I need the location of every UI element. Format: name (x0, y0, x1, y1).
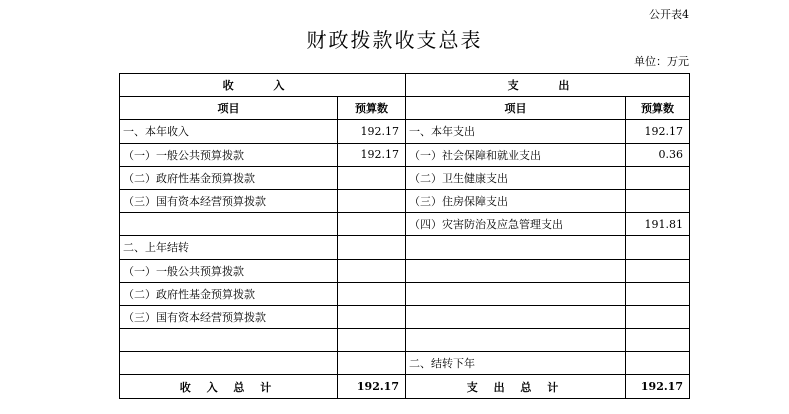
form-number: 公开表4 (649, 8, 689, 21)
income-item-cell: （二）政府性基金预算拨款 (120, 166, 338, 189)
expense-budget-header: 预算数 (626, 97, 690, 120)
income-item-cell (120, 352, 338, 375)
table-row (120, 120, 690, 143)
table-row (120, 282, 690, 305)
table-row (120, 166, 690, 189)
income-item-cell (120, 213, 338, 236)
expense-value-cell (626, 236, 690, 259)
expense-item-cell: （一）社会保障和就业支出 (406, 143, 626, 166)
expense-value-cell: 191.81 (626, 213, 690, 236)
income-value-cell (338, 352, 406, 375)
group-header-row (120, 74, 690, 97)
page-title: 财政拨款收支总表 (306, 28, 483, 52)
income-value-cell (338, 166, 406, 189)
table-row (120, 259, 690, 282)
income-value-cell (338, 282, 406, 305)
table-row (120, 189, 690, 212)
table-row (120, 236, 690, 259)
expense-value-cell: 192.17 (626, 120, 690, 143)
table-row (120, 305, 690, 328)
income-value-cell: 192.17 (338, 143, 406, 166)
income-item-cell: （二）政府性基金预算拨款 (120, 282, 338, 305)
income-value-cell: 192.17 (338, 120, 406, 143)
unit-label: 单位：万元 (634, 55, 689, 68)
income-value-cell (338, 305, 406, 328)
expense-value-cell (626, 166, 690, 189)
income-item-cell: （一）一般公共预算拨款 (120, 143, 338, 166)
income-value-cell (338, 213, 406, 236)
expense-item-cell (406, 329, 626, 352)
income-item-cell: （三）国有资本经营预算拨款 (120, 305, 338, 328)
expense-value-cell (626, 282, 690, 305)
income-item-cell: 二、上年结转 (120, 236, 338, 259)
income-item-header: 项目 (120, 97, 338, 120)
expense-group-header: 支 出 (406, 74, 690, 97)
expense-value-cell (626, 329, 690, 352)
table-row (120, 143, 690, 166)
expense-value-cell (626, 305, 690, 328)
expense-item-cell (406, 282, 626, 305)
table-row (120, 213, 690, 236)
totals-row (120, 375, 690, 398)
expense-item-cell: 一、本年支出 (406, 120, 626, 143)
expense-item-cell (406, 236, 626, 259)
budget-table (119, 73, 690, 399)
income-item-cell: （三）国有资本经营预算拨款 (120, 189, 338, 212)
expense-total-label: 支 出 总 计 (406, 375, 626, 398)
expense-total-value: 192.17 (626, 375, 690, 398)
income-total-label: 收 入 总 计 (120, 375, 338, 398)
expense-value-cell (626, 352, 690, 375)
income-value-cell (338, 259, 406, 282)
income-item-cell: 一、本年收入 (120, 120, 338, 143)
expense-item-cell (406, 259, 626, 282)
table-body (120, 120, 690, 375)
expense-item-header: 项目 (406, 97, 626, 120)
expense-item-cell (406, 305, 626, 328)
income-value-cell (338, 329, 406, 352)
column-header-row (120, 97, 690, 120)
expense-value-cell (626, 259, 690, 282)
income-budget-header: 预算数 (338, 97, 406, 120)
income-item-cell (120, 329, 338, 352)
expense-item-cell: （三）住房保障支出 (406, 189, 626, 212)
expense-item-cell: （二）卫生健康支出 (406, 166, 626, 189)
expense-item-cell: 二、结转下年 (406, 352, 626, 375)
expense-value-cell: 0.36 (626, 143, 690, 166)
expense-value-cell (626, 189, 690, 212)
table-row (120, 352, 690, 375)
income-group-header: 收 入 (120, 74, 406, 97)
income-value-cell (338, 236, 406, 259)
income-item-cell: （一）一般公共预算拨款 (120, 259, 338, 282)
expense-item-cell: （四）灾害防治及应急管理支出 (406, 213, 626, 236)
income-total-value: 192.17 (338, 375, 406, 398)
income-value-cell (338, 189, 406, 212)
table-row (120, 329, 690, 352)
